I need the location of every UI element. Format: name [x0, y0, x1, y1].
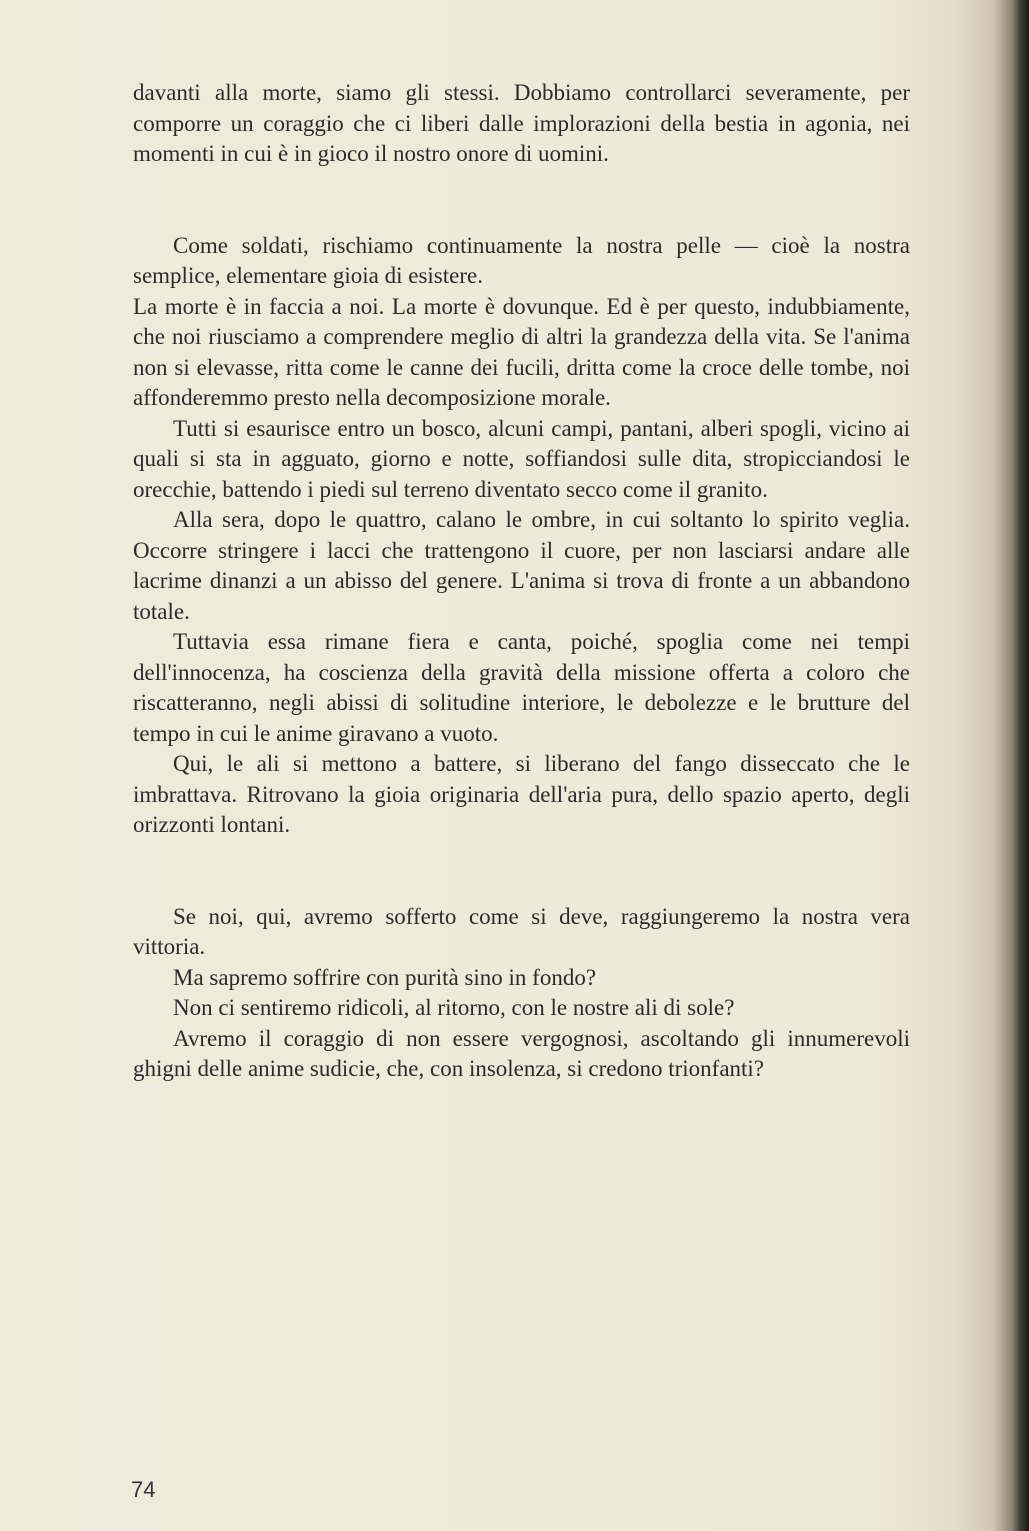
- paragraph: Qui, le ali si mettono a battere, si liberano del fango disseccato che le imbrattava. Ritrovano la gioia originaria dell'aria pura, dello spazio aperto, degli orizzonti lontani.: [133, 751, 910, 837]
- page-number: 74: [131, 1477, 156, 1502]
- paragraph: Non ci sentiremo ridicoli, al ritorno, con le nostre ali di sole?: [173, 995, 735, 1020]
- paragraph: Ma sapremo soffrire con purità sino in fondo?: [173, 964, 597, 990]
- paragraph: Tutti si esaurisce entro un bosco, alcuni campi, pantani, alberi spogli, vicino ai quali si sta in agguato, giorno e notte, soffiandosi sulle dita, stropicciandosi le orecchie, battendo i piedi sul terreno diventato secco come il granito.: [133, 415, 910, 502]
- paragraph: Come soldati, rischiamo continuamente la nostra pelle — cioè la nostra semplice, elementare gioia di esistere.: [133, 232, 910, 288]
- paragraph: Avremo il coraggio di non essere vergognosi, ascoltando gli innumerevoli ghigni delle anime sudicie, che, con insolenza, si credono trionfanti?: [133, 1025, 910, 1081]
- paragraph: Tuttavia essa rimane fiera e canta, poiché, spoglia come nei tempi dell'innocenza, ha coscienza della gravità della missione offerta a coloro che riscatteranno, negli abissi di solitudine interiore, le debolezze e le brutture del tempo in cui le anime giravano a vuoto.: [133, 629, 910, 746]
- paragraph: davanti alla morte, siamo gli stessi. Dobbiamo controllarci severamente, per comporre un coraggio che ci liberi dalle implorazioni della bestia in agonia, nei momenti in cui è in gioco il nostro onore di uomini.: [133, 80, 910, 166]
- paragraph: La morte è in faccia a noi. La morte è dovunque. Ed è per questo, indubbiamente, che noi riusciamo a comprendere meglio di altri la grandezza della vita. Se l'anima non si elevasse, ritta come le canne dei fucili, dritta come la croce delle tombe, noi affonderemmo presto nella decomposizione morale.: [133, 293, 910, 410]
- paragraph: Alla sera, dopo le quattro, calano le ombre, in cui soltanto lo spirito veglia. Occorre stringere i lacci che trattengono il cuore, per non lasciarsi andare alle lacrime dinanzi a un abisso del genere. L'anima si trova di fronte a un abbandono totale.: [133, 507, 910, 624]
- body-text: [133, 78, 910, 1085]
- paragraph: Se noi, qui, avremo sofferto come si deve, raggiungeremo la nostra vera vittoria.: [133, 903, 910, 959]
